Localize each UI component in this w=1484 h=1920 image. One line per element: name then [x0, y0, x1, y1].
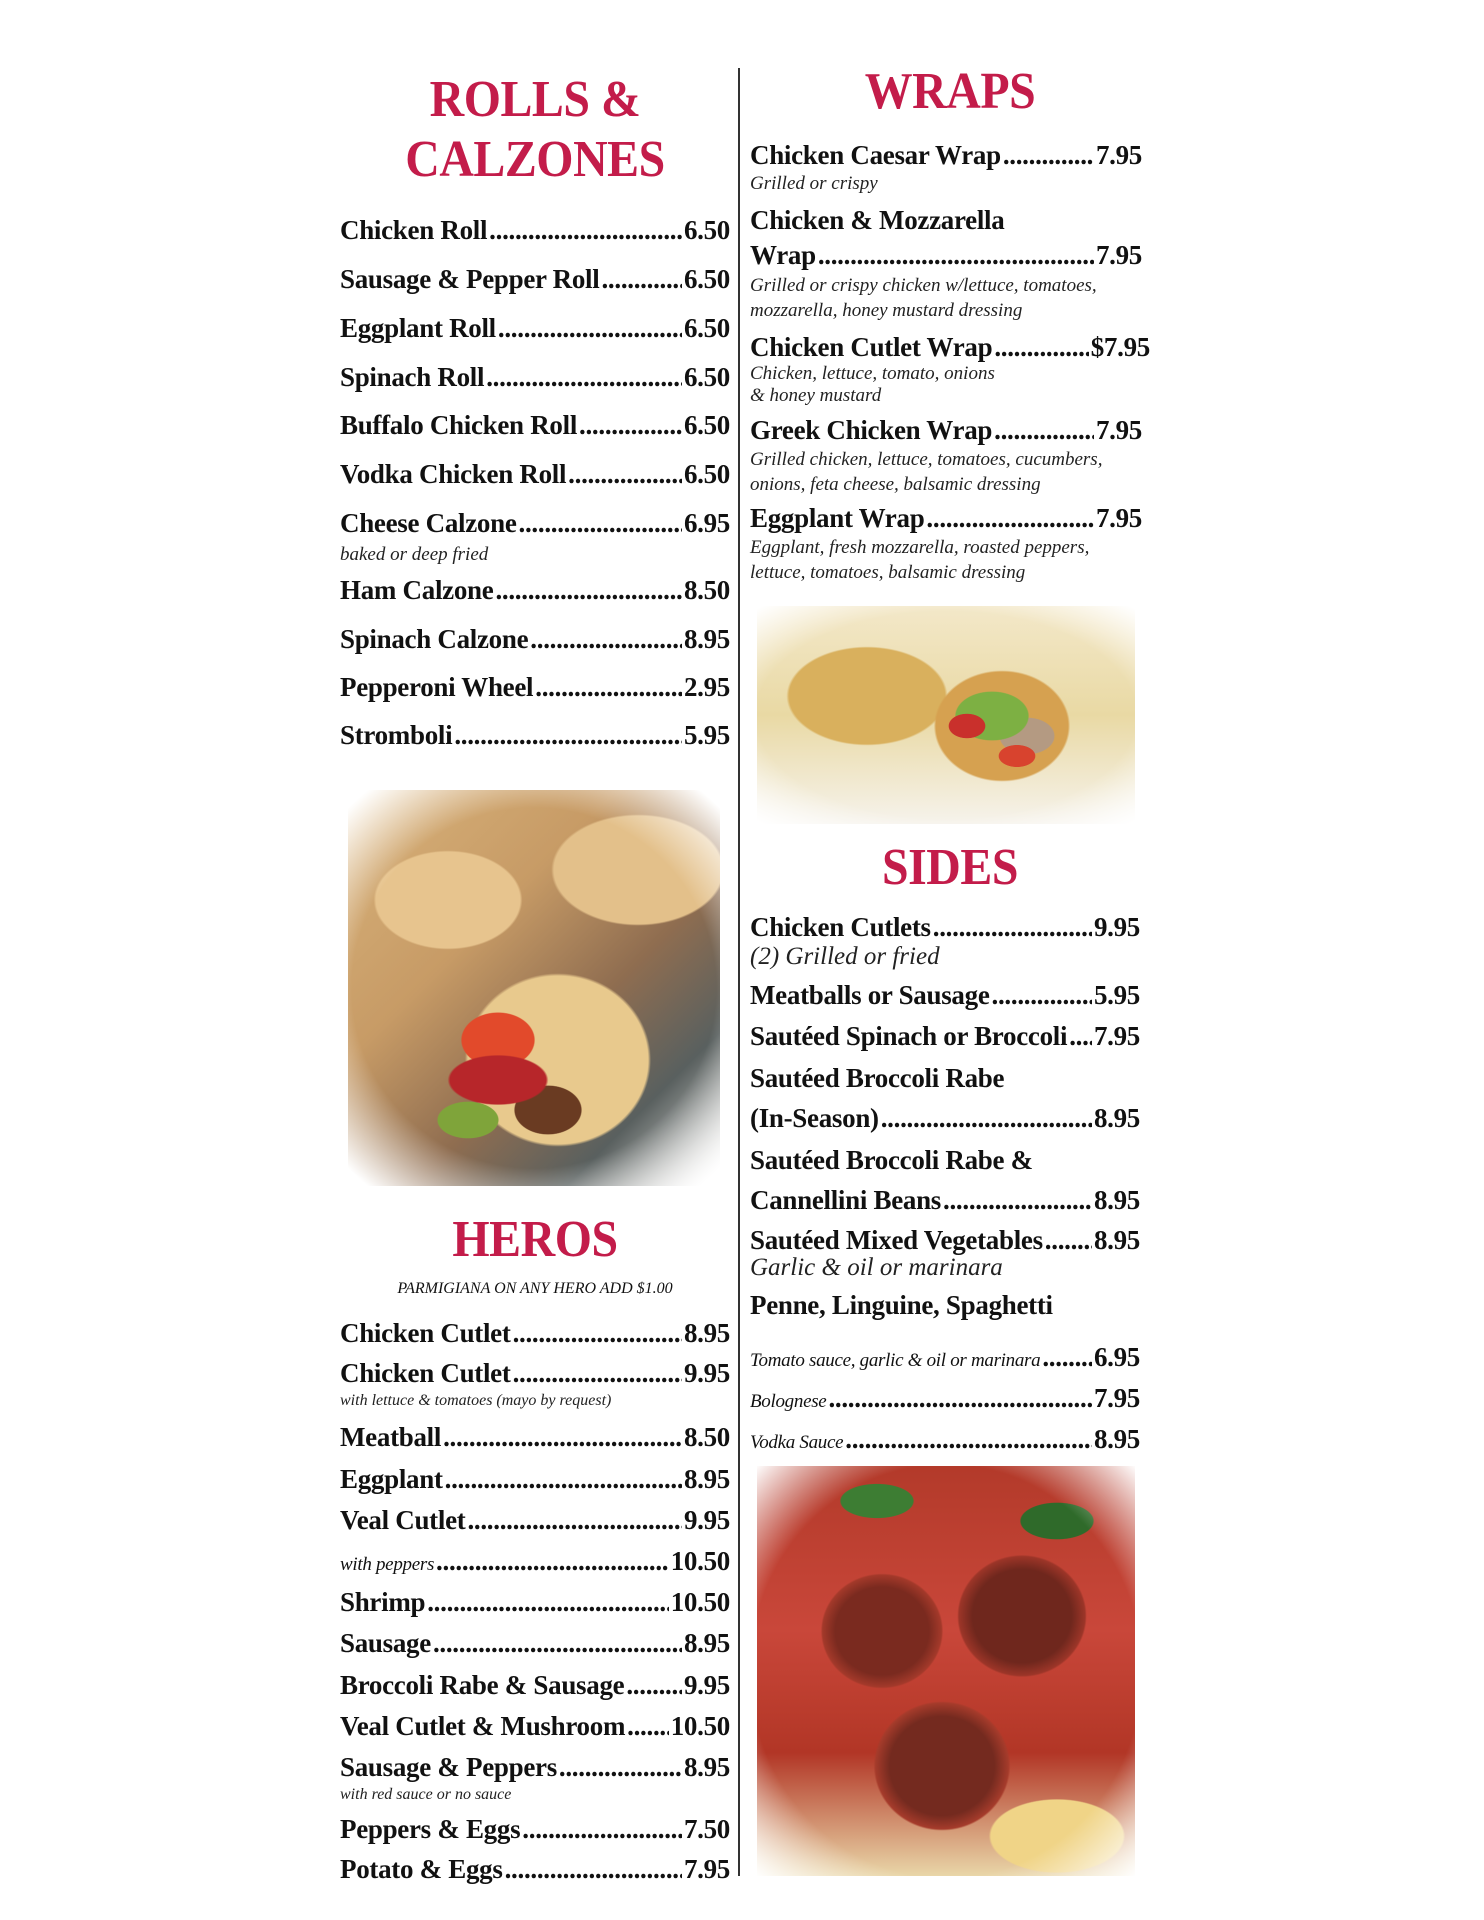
menu-item-row [340, 1358, 730, 1389]
item-name-line-1: Chicken & Mozzarella [750, 205, 1005, 235]
dot-leader [443, 1422, 682, 1453]
item-description: with red sauce or no sauce [340, 1786, 512, 1803]
item-name: Sausage & Peppers [340, 1752, 557, 1782]
item-name: Vodka Sauce [750, 1432, 844, 1453]
dot-leader [933, 912, 1092, 943]
dot-leader [601, 264, 681, 295]
item-price: 9.95 [683, 1358, 730, 1388]
item-price: 6.50 [683, 410, 730, 440]
dot-leader [626, 1670, 682, 1701]
wraps-title: WRAPS [864, 63, 1036, 120]
item-name: Stromboli [340, 720, 453, 750]
item-description: mozzarella, honey mustard dressing [750, 300, 1023, 321]
meatball-photo [757, 1466, 1135, 1876]
item-price: 7.95 [683, 1854, 730, 1884]
dot-leader [513, 1318, 682, 1349]
dot-leader [436, 1546, 669, 1577]
dot-leader [467, 1505, 681, 1536]
item-price: 10.50 [670, 1587, 730, 1617]
item-name: Chicken Roll [340, 215, 488, 245]
menu-item-row [750, 1103, 1140, 1134]
item-name: Meatballs or Sausage [750, 980, 990, 1010]
rolls-calzones-title [356, 70, 715, 190]
heros-title: HEROS [452, 1211, 618, 1268]
menu-item-row [750, 1342, 1140, 1373]
item-name: Pepperoni Wheel [340, 672, 534, 702]
sides-title: SIDES [882, 839, 1018, 896]
dot-leader [992, 980, 1092, 1011]
item-name-line-1: Sautéed Broccoli Rabe & [750, 1145, 1033, 1175]
dot-leader [433, 1628, 682, 1659]
item-price: 2.95 [683, 672, 730, 702]
menu-item-row [750, 240, 1142, 271]
dot-leader [427, 1587, 669, 1618]
menu-item-row [750, 980, 1140, 1011]
menu-item-row [340, 459, 730, 490]
menu-item-row [340, 1505, 730, 1536]
dot-leader [535, 672, 682, 703]
menu-item-row [340, 508, 730, 539]
item-price: 6.95 [1093, 1342, 1140, 1372]
item-name: Chicken Cutlet Wrap [750, 332, 993, 362]
dot-leader [627, 1711, 669, 1742]
menu-item-row [340, 264, 730, 295]
menu-item-row [750, 1225, 1140, 1256]
item-price: 9.95 [683, 1505, 730, 1535]
item-name: (In-Season) [750, 1103, 879, 1133]
dot-leader [1042, 1342, 1092, 1373]
item-price: 10.50 [670, 1546, 730, 1576]
item-price: 6.50 [683, 362, 730, 392]
item-name: Ham Calzone [340, 575, 494, 605]
item-name: Peppers & Eggs [340, 1814, 521, 1844]
menu-item-row [340, 1587, 730, 1618]
menu-item-row [750, 1185, 1140, 1216]
menu-item-row [340, 215, 730, 246]
menu-item-row [340, 1546, 730, 1577]
calzone-photo [348, 790, 720, 1186]
item-description: & honey mustard [750, 385, 882, 406]
item-name: Veal Cutlet & Mushroom [340, 1711, 626, 1741]
item-name: Cheese Calzone [340, 508, 517, 538]
item-name-line-1: Sautéed Broccoli Rabe [750, 1063, 1005, 1093]
menu-item-row [340, 720, 730, 751]
item-name: Potato & Eggs [340, 1854, 503, 1884]
dot-leader [522, 1814, 682, 1845]
item-price: 5.95 [683, 720, 730, 750]
item-description: Eggplant, fresh mozzarella, roasted peppers, [750, 537, 1090, 558]
dot-leader [513, 1358, 682, 1389]
menu-item-row [340, 1814, 730, 1845]
item-price: 7.95 [1093, 1383, 1140, 1413]
dot-leader [818, 240, 1094, 271]
item-description: Garlic & oil or marinara [750, 1254, 1003, 1281]
item-description: (2) Grilled or fried [750, 943, 940, 970]
item-name: Spinach Roll [340, 362, 485, 392]
pasta-title: Penne, Linguine, Spaghetti [750, 1290, 1053, 1320]
dot-leader [519, 508, 682, 539]
item-price: 8.95 [683, 1752, 730, 1782]
item-name: Sautéed Mixed Vegetables [750, 1225, 1043, 1255]
dot-leader [454, 720, 682, 751]
dot-leader [530, 624, 682, 655]
dot-leader [495, 575, 682, 606]
item-name: Vodka Chicken Roll [340, 459, 567, 489]
item-price: 8.95 [1093, 1103, 1140, 1133]
dot-leader [486, 362, 682, 393]
item-name: Shrimp [340, 1587, 426, 1617]
item-price: 8.95 [1093, 1225, 1140, 1255]
item-name: Eggplant [340, 1464, 443, 1494]
column-divider [738, 68, 740, 1876]
dot-leader [498, 313, 682, 344]
item-price: 6.50 [683, 459, 730, 489]
dot-leader [1045, 1225, 1092, 1256]
item-price: 7.95 [1095, 240, 1142, 270]
item-description: Grilled or crispy [750, 173, 878, 194]
menu-item-row [750, 1021, 1140, 1052]
menu-item-row [340, 362, 730, 393]
item-description: Grilled chicken, lettuce, tomatoes, cucumbers, [750, 449, 1103, 470]
item-description: onions, feta cheese, balsamic dressing [750, 474, 1041, 495]
menu-item-row [340, 410, 730, 441]
item-name: Eggplant Roll [340, 313, 496, 343]
item-name: Chicken Cutlet [340, 1318, 511, 1348]
item-name: Sausage [340, 1628, 431, 1658]
menu-item-row [340, 313, 730, 344]
item-price: $7.95 [1090, 332, 1150, 362]
item-price: 7.50 [683, 1814, 730, 1844]
item-price: 8.95 [683, 624, 730, 654]
item-name: Chicken Caesar Wrap [750, 140, 1001, 170]
menu-item-row [750, 503, 1142, 534]
item-price: 8.95 [683, 1464, 730, 1494]
item-name: Bolognese [750, 1391, 827, 1412]
dot-leader [1003, 140, 1094, 171]
item-name: Chicken Cutlets [750, 912, 931, 942]
item-price: 8.95 [683, 1318, 730, 1348]
item-price: 10.50 [670, 1711, 730, 1741]
menu-item-row [340, 1318, 730, 1349]
item-name: Broccoli Rabe & Sausage [340, 1670, 625, 1700]
dot-leader [881, 1103, 1092, 1134]
item-description: baked or deep fried [340, 544, 489, 565]
menu-item-row [340, 624, 730, 655]
menu-item-row [750, 332, 1150, 363]
menu-item-row [750, 912, 1140, 943]
item-description: with lettuce & tomatoes (mayo by request) [340, 1392, 612, 1409]
menu-item-row [750, 140, 1142, 171]
item-name: Chicken Cutlet [340, 1358, 511, 1388]
item-name: Cannellini Beans [750, 1185, 942, 1215]
menu-item-row [340, 575, 730, 606]
item-name: Eggplant Wrap [750, 503, 925, 533]
item-price: 6.50 [683, 264, 730, 294]
item-price: 7.95 [1095, 503, 1142, 533]
dot-leader [559, 1752, 682, 1783]
dot-leader [568, 459, 682, 490]
item-price: 8.50 [683, 1422, 730, 1452]
item-price: 7.95 [1093, 1021, 1140, 1051]
dot-leader [828, 1383, 1091, 1414]
item-description: lettuce, tomatoes, balsamic dressing [750, 562, 1026, 583]
menu-item-row [340, 1628, 730, 1659]
title-line-1: ROLLS & [429, 71, 641, 128]
dot-leader [926, 503, 1094, 534]
item-price: 6.50 [683, 313, 730, 343]
menu-item-row [340, 1711, 730, 1742]
item-price: 9.95 [1093, 912, 1140, 942]
menu-item-row [340, 1854, 730, 1885]
dot-leader [445, 1464, 682, 1495]
dot-leader [845, 1424, 1092, 1455]
wrap-photo [757, 606, 1135, 824]
dot-leader [994, 415, 1094, 446]
item-price: 5.95 [1093, 980, 1140, 1010]
item-price: 6.95 [683, 508, 730, 538]
item-name: Greek Chicken Wrap [750, 415, 993, 445]
item-price: 6.50 [683, 215, 730, 245]
item-name: Veal Cutlet [340, 1505, 466, 1535]
item-price: 8.50 [683, 575, 730, 605]
dot-leader [505, 1854, 682, 1885]
item-name: Spinach Calzone [340, 624, 529, 654]
item-name: Tomato sauce, garlic & oil or marinara [750, 1350, 1041, 1371]
item-price: 9.95 [683, 1670, 730, 1700]
menu-item-row [340, 1464, 730, 1495]
item-price: 8.95 [1093, 1185, 1140, 1215]
title-line-2: CALZONES [405, 131, 665, 188]
item-price: 7.95 [1095, 415, 1142, 445]
menu-item-row [750, 1383, 1140, 1414]
item-description: Grilled or crispy chicken w/lettuce, tomatoes, [750, 275, 1097, 296]
item-description: Chicken, lettuce, tomato, onions [750, 363, 995, 384]
item-name: with peppers [340, 1554, 435, 1575]
menu-item-row [340, 1752, 730, 1783]
item-name: Sausage & Pepper Roll [340, 264, 600, 294]
dot-leader [1069, 1021, 1092, 1052]
dot-leader [579, 410, 682, 441]
item-price: 8.95 [683, 1628, 730, 1658]
menu-item-row [750, 1424, 1140, 1455]
item-name: Buffalo Chicken Roll [340, 410, 578, 440]
menu-item-row [750, 415, 1142, 446]
menu-item-row [340, 672, 730, 703]
dot-leader [489, 215, 682, 246]
item-name: Wrap [750, 240, 816, 270]
item-name: Meatball [340, 1422, 442, 1452]
menu-item-row [340, 1670, 730, 1701]
dot-leader [943, 1185, 1092, 1216]
heros-note: PARMIGIANA ON ANY HERO ADD $1.00 [397, 1280, 673, 1297]
item-price: 8.95 [1093, 1424, 1140, 1454]
item-price: 7.95 [1095, 140, 1142, 170]
item-name: Sautéed Spinach or Broccoli [750, 1021, 1068, 1051]
dot-leader [994, 332, 1088, 363]
menu-item-row [340, 1422, 730, 1453]
